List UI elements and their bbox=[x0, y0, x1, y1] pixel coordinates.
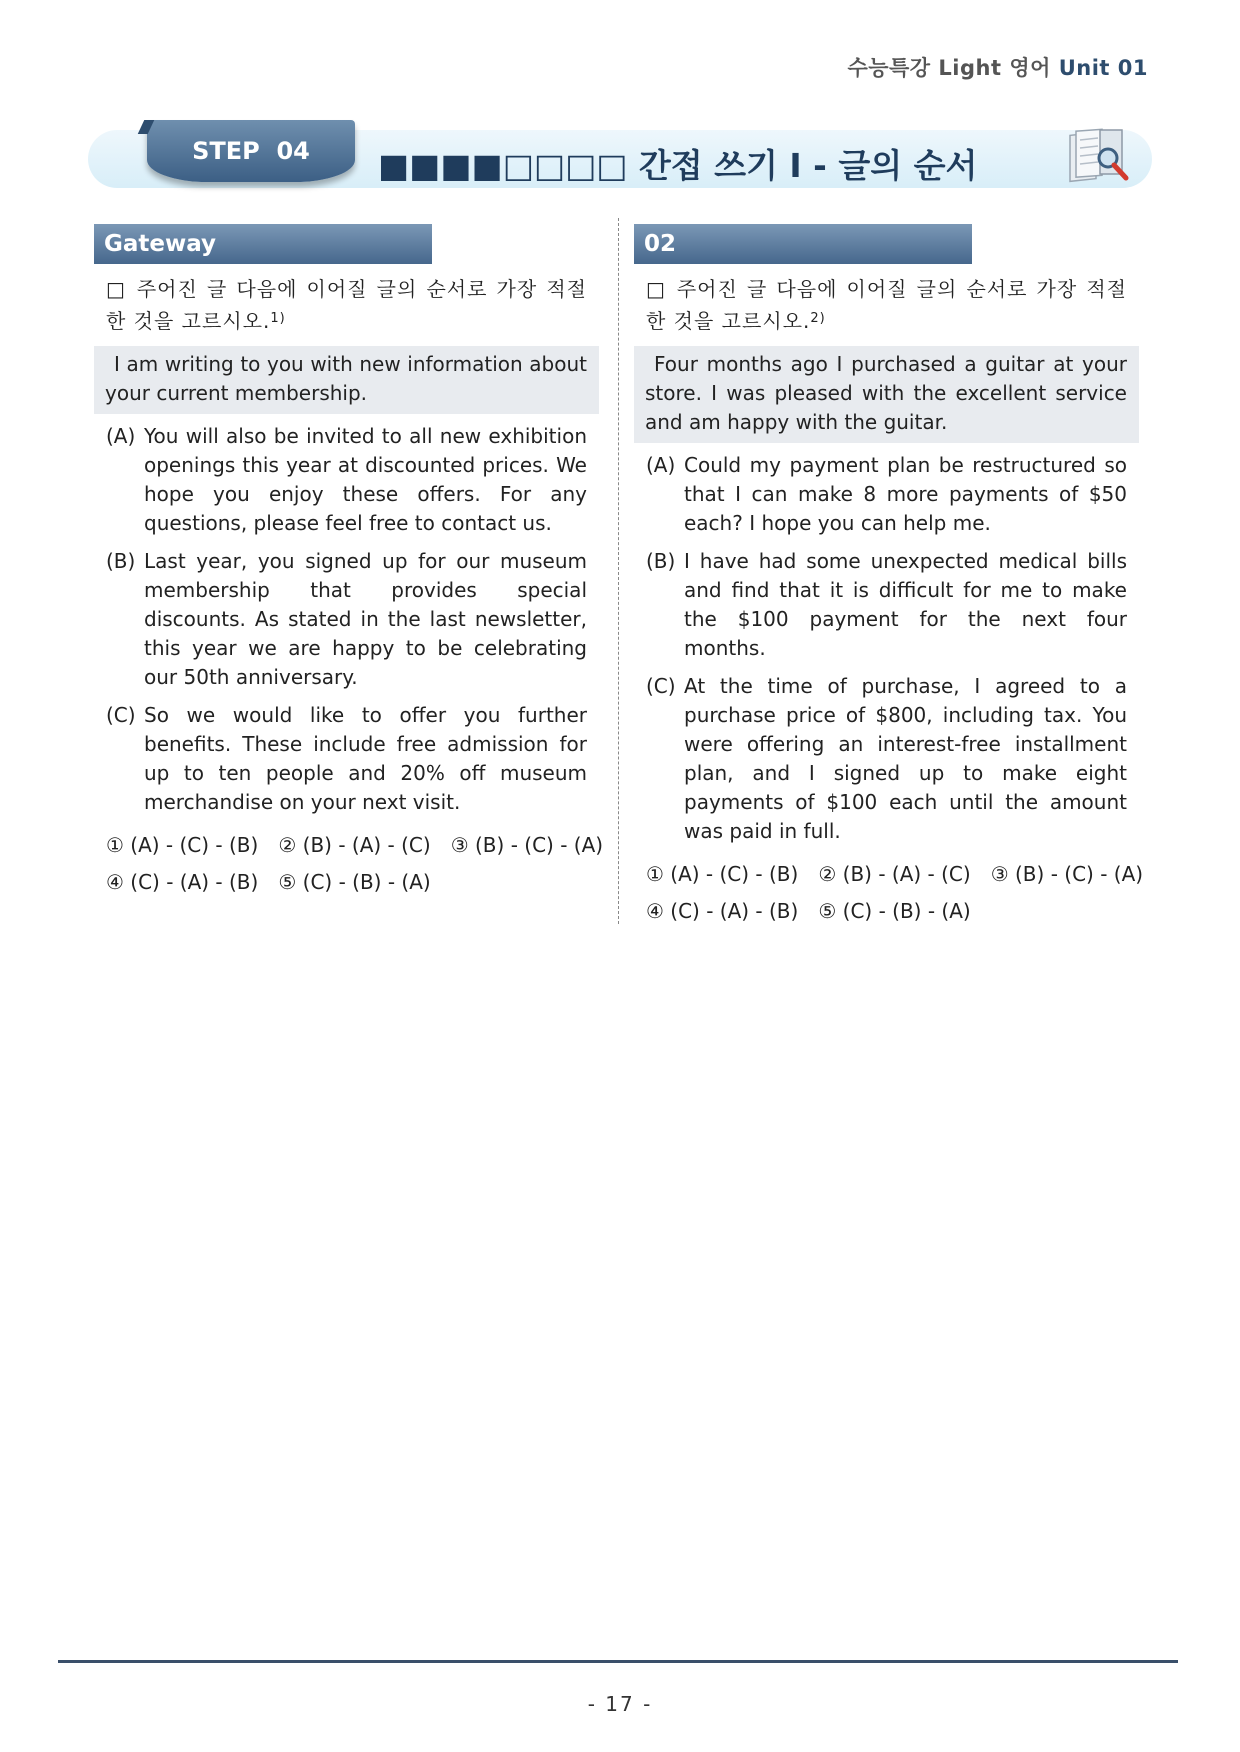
page-number: - 17 - bbox=[587, 1692, 653, 1716]
option-b bbox=[106, 547, 587, 692]
option-c bbox=[106, 701, 587, 817]
step-label: STEP 04 bbox=[192, 137, 310, 165]
given-passage: Four months ago I purchased a guitar at your store. I was pleased with the excellent service and am happy with the guitar. bbox=[634, 346, 1139, 443]
section-header-02: 02 bbox=[634, 224, 972, 264]
option-a bbox=[106, 422, 587, 538]
choice-4[interactable]: ④ (C) - (A) - (B) bbox=[106, 870, 259, 894]
running-header bbox=[847, 52, 1148, 82]
question-prompt: □ 주어진 글 다음에 이어질 글의 순서로 가장 적절한 것을 고르시오.$^{2)}$ bbox=[646, 277, 1127, 333]
choice-4[interactable]: ④ (C) - (A) - (B) bbox=[646, 899, 799, 923]
option-text: So we would like to offer you further benefits. These include free admission for up to ten people and 20% off museum merchandise on your next visit. bbox=[144, 703, 587, 814]
option-b bbox=[646, 547, 1127, 663]
section-header-gateway: Gateway bbox=[94, 224, 432, 264]
option-text: Last year, you signed up for our museum membership that provides special discounts. As stated in the last newsletter, this year we are happy to be celebrating our 50th anniversary. bbox=[144, 549, 587, 689]
unit-label: Unit 01 bbox=[1058, 56, 1148, 80]
option-text: I have had some unexpected medical bills and find that it is difficult for me to make the $100 payment for the next four months. bbox=[684, 549, 1127, 660]
footer-rule bbox=[58, 1660, 1178, 1663]
option-text: You will also be invited to all new exhibition openings this year at discounted prices. We hope you enjoy these offers. For any questions, please feel free to contact us. bbox=[144, 424, 587, 535]
option-list bbox=[106, 422, 587, 817]
choice-5[interactable]: ⑤ (C) - (B) - (A) bbox=[818, 899, 971, 923]
footnote-marker: 1) bbox=[270, 311, 286, 326]
book-title: 수능특강 Light 영어 bbox=[847, 56, 1051, 80]
option-label: (C) bbox=[646, 674, 676, 698]
footnote-marker: 2) bbox=[810, 311, 826, 326]
option-a bbox=[646, 451, 1127, 538]
option-label: (B) bbox=[646, 549, 676, 573]
choice-2[interactable]: ② (B) - (A) - (C) bbox=[278, 833, 431, 857]
option-text: At the time of purchase, I agreed to a purchase price of $800, including tax. You were offering an interest-free installment plan, and I signed up to make eight payments of $100 each until the amount was paid in full. bbox=[684, 674, 1127, 843]
book-magnifier-icon bbox=[1064, 124, 1134, 190]
given-passage: I am writing to you with new information about your current membership. bbox=[94, 346, 599, 414]
option-text: Could my payment plan be restructured so that I can make 8 more payments of $50 each? I hope you can help me. bbox=[684, 453, 1127, 535]
choice-1[interactable]: ① (A) - (C) - (B) bbox=[106, 833, 259, 857]
choice-5[interactable]: ⑤ (C) - (B) - (A) bbox=[278, 870, 431, 894]
option-label: (A) bbox=[646, 453, 676, 477]
question-prompt: □ 주어진 글 다음에 이어질 글의 순서로 가장 적절한 것을 고르시오.$^{1)}$ bbox=[106, 277, 587, 333]
option-list bbox=[646, 451, 1127, 846]
answer-choices bbox=[646, 856, 1144, 930]
option-label: (C) bbox=[106, 703, 136, 727]
option-c bbox=[646, 672, 1127, 846]
option-label: (B) bbox=[106, 549, 136, 573]
choice-3[interactable]: ③ (B) - (C) - (A) bbox=[450, 833, 604, 857]
left-column bbox=[94, 224, 604, 901]
answer-choices bbox=[106, 827, 604, 901]
step-tab bbox=[147, 120, 355, 182]
step-title: ■■■■□□□□ 간접 쓰기 I - 글의 순서 bbox=[378, 146, 978, 185]
choice-3[interactable]: ③ (B) - (C) - (A) bbox=[990, 862, 1144, 886]
right-column bbox=[634, 224, 1144, 930]
column-divider bbox=[618, 218, 619, 924]
option-label: (A) bbox=[106, 424, 136, 448]
choice-1[interactable]: ① (A) - (C) - (B) bbox=[646, 862, 799, 886]
choice-2[interactable]: ② (B) - (A) - (C) bbox=[818, 862, 971, 886]
